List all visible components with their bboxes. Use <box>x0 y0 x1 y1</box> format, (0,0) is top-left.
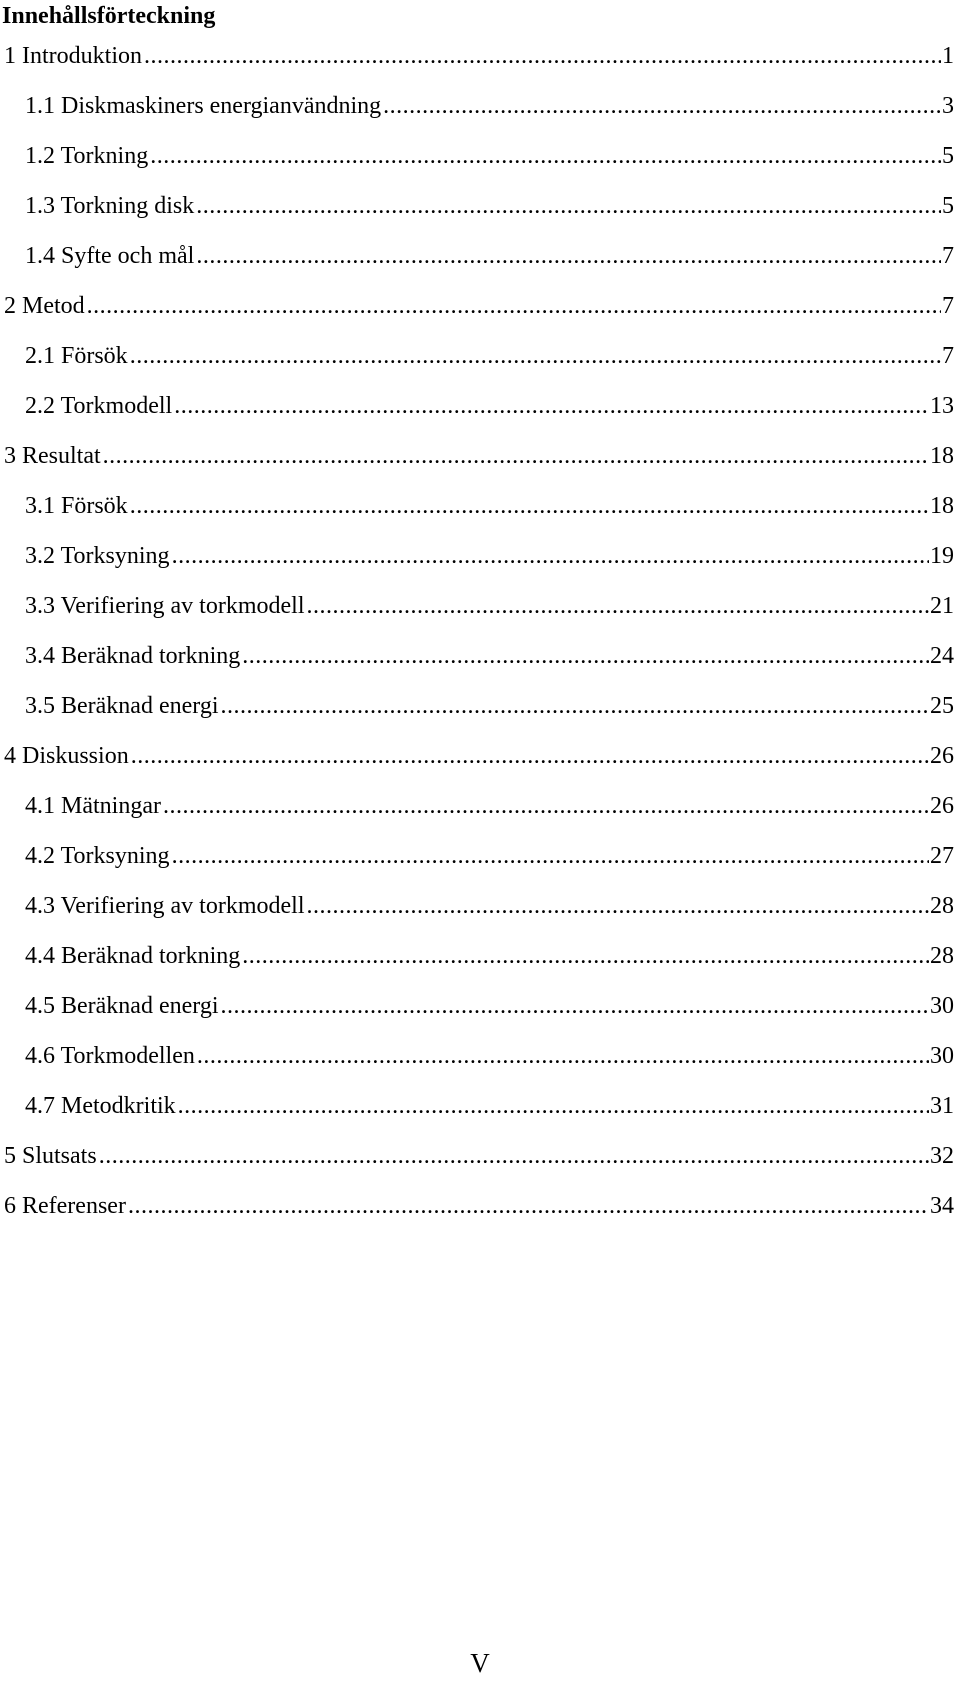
toc-entry-page: 24 <box>930 643 954 669</box>
toc-entry-page: 7 <box>942 343 954 369</box>
toc-entry[interactable] <box>0 781 954 831</box>
toc-entry-page: 7 <box>942 293 954 319</box>
dot-leader <box>172 531 929 581</box>
dot-leader <box>128 1181 929 1231</box>
toc-entry[interactable] <box>0 381 954 431</box>
dot-leader <box>172 831 929 881</box>
toc-entry[interactable] <box>0 481 954 531</box>
toc-entry-label: 5 Slutsats <box>4 1143 97 1169</box>
toc-entry-label: 3.5 Beräknad energi <box>25 693 219 719</box>
toc-entry-label: 3.3 Verifiering av torkmodell <box>25 593 305 619</box>
toc-entry-page: 27 <box>930 843 954 869</box>
toc-entry-label: 4 Diskussion <box>4 743 129 769</box>
dot-leader <box>242 631 929 681</box>
toc-title: Innehållsförteckning <box>2 3 216 29</box>
toc-entry[interactable] <box>0 981 954 1031</box>
dot-leader <box>307 581 930 631</box>
toc-entry-page: 5 <box>942 143 954 169</box>
toc-entry[interactable] <box>0 581 954 631</box>
toc-entry-label: 3 Resultat <box>4 443 101 469</box>
toc-entry-page: 19 <box>930 543 954 569</box>
toc-entry[interactable] <box>0 531 954 581</box>
dot-leader <box>174 381 929 431</box>
dot-leader <box>196 231 941 281</box>
toc-entry-label: 1.1 Diskmaskiners energianvändning <box>25 93 382 119</box>
toc-entry[interactable] <box>0 831 954 881</box>
toc-entry-label: 4.7 Metodkritik <box>25 1093 176 1119</box>
toc-entry-label: 4.2 Torksyning <box>25 843 170 869</box>
dot-leader <box>178 1081 929 1131</box>
toc-entry-page: 5 <box>942 193 954 219</box>
dot-leader <box>87 281 941 331</box>
toc-entry[interactable] <box>0 131 954 181</box>
toc-entry-label: 4.1 Mätningar <box>25 793 161 819</box>
dot-leader <box>130 481 929 531</box>
dot-leader <box>131 731 929 781</box>
toc-entry-label: 4.4 Beräknad torkning <box>25 943 241 969</box>
toc-entry-page: 34 <box>930 1193 954 1219</box>
toc-entry-page: 31 <box>930 1093 954 1119</box>
dot-leader <box>196 181 941 231</box>
toc-entry-label: 3.4 Beräknad torkning <box>25 643 241 669</box>
toc-entry-page: 1 <box>942 43 954 69</box>
toc-entry[interactable] <box>0 1031 954 1081</box>
toc-entry[interactable] <box>0 1081 954 1131</box>
toc-entry-label: 1.4 Syfte och mål <box>25 243 195 269</box>
toc-entry[interactable] <box>0 431 954 481</box>
toc-entry[interactable] <box>0 881 954 931</box>
toc-entry-page: 32 <box>930 1143 954 1169</box>
toc-entry-label: 1 Introduktion <box>4 43 142 69</box>
dot-leader <box>150 131 941 181</box>
dot-leader <box>130 331 941 381</box>
dot-leader <box>307 881 930 931</box>
dot-leader <box>99 1131 929 1181</box>
toc-entry-page: 26 <box>930 743 954 769</box>
toc-entry[interactable] <box>0 1131 954 1181</box>
dot-leader <box>221 981 930 1031</box>
toc-entry-page: 7 <box>942 243 954 269</box>
toc-entry-label: 1.2 Torkning <box>25 143 149 169</box>
toc-entry-page: 21 <box>930 593 954 619</box>
dot-leader <box>197 1031 929 1081</box>
toc-entry[interactable] <box>0 331 954 381</box>
toc-entry-page: 28 <box>930 943 954 969</box>
toc-entry-label: 6 Referenser <box>4 1193 126 1219</box>
toc-entry-page: 18 <box>930 493 954 519</box>
toc-entry-label: 4.3 Verifiering av torkmodell <box>25 893 305 919</box>
toc-entry[interactable] <box>0 681 954 731</box>
dot-leader <box>103 431 929 481</box>
toc-entry[interactable] <box>0 631 954 681</box>
toc-entry-page: 30 <box>930 993 954 1019</box>
dot-leader <box>221 681 930 731</box>
dot-leader <box>242 931 929 981</box>
page-number: V <box>470 1648 490 1678</box>
toc-entry[interactable] <box>0 31 954 81</box>
toc-entry-label: 3.2 Torksyning <box>25 543 170 569</box>
toc-entry-page: 26 <box>930 793 954 819</box>
toc-entry-page: 25 <box>930 693 954 719</box>
toc-entry-label: 2.2 Torkmodell <box>25 393 173 419</box>
toc-list <box>0 31 954 1231</box>
dot-leader <box>144 31 941 81</box>
toc-entry[interactable] <box>0 181 954 231</box>
toc-entry-page: 28 <box>930 893 954 919</box>
toc-entry[interactable] <box>0 1181 954 1231</box>
toc-entry-page: 3 <box>942 93 954 119</box>
toc-entry-label: 3.1 Försök <box>25 493 128 519</box>
toc-entry[interactable] <box>0 81 954 131</box>
toc-entry-page: 13 <box>930 393 954 419</box>
toc-entry-page: 30 <box>930 1043 954 1069</box>
toc-entry-label: 2 Metod <box>4 293 85 319</box>
toc-entry-label: 2.1 Försök <box>25 343 128 369</box>
toc-entry[interactable] <box>0 731 954 781</box>
toc-entry-label: 4.6 Torkmodellen <box>25 1043 195 1069</box>
toc-entry[interactable] <box>0 931 954 981</box>
toc-entry[interactable] <box>0 281 954 331</box>
toc-entry[interactable] <box>0 231 954 281</box>
toc-entry-label: 1.3 Torkning disk <box>25 193 195 219</box>
toc-entry-label: 4.5 Beräknad energi <box>25 993 219 1019</box>
dot-leader <box>383 81 941 131</box>
dot-leader <box>163 781 929 831</box>
toc-entry-page: 18 <box>930 443 954 469</box>
